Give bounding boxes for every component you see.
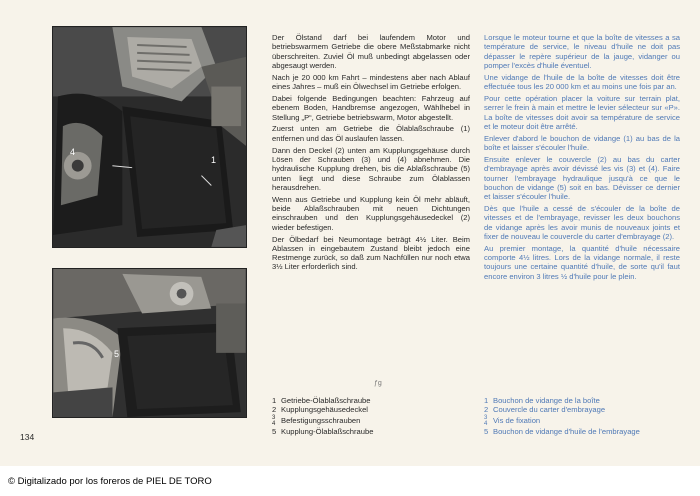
legend-text: Befestigungsschrauben	[281, 416, 361, 426]
legend-item	[272, 427, 472, 436]
legend-number: 2	[272, 405, 277, 415]
legend-number: 4	[272, 420, 276, 427]
transmission-photo-top	[52, 26, 247, 248]
french-paragraph: Lorsque le moteur tourne et que la boîte de vitesses a sa température de service, le niveau d'huile ne doit pas dépasser le repère supérieur de la jauge, vidanger ou pomper l'excès d'huile éventuel.	[484, 33, 680, 70]
legend-item	[484, 427, 684, 436]
legend-item	[484, 415, 684, 427]
page-number: 134	[20, 432, 35, 442]
legend-item	[272, 415, 472, 427]
legend-number: 2	[484, 405, 489, 415]
legend-number: 4	[484, 420, 488, 427]
legend-number: 3	[484, 414, 488, 421]
digitization-credit: © Digitalizado por los foreros de PIEL DE TORO	[8, 476, 212, 487]
transmission-photo-bottom	[52, 268, 247, 418]
french-paragraph: Pour cette opération placer la voiture sur terrain plat, serrer le frein à main et mettre le levier sélecteur sur «P». La boîte de vitesses doit avoir sa température de service et le moteur doit être arrêté.	[484, 93, 680, 131]
legend-text: Getriebe-Ölablaßschraube	[281, 396, 371, 405]
legend-item	[272, 405, 472, 414]
legend-number: 3	[272, 414, 276, 421]
french-paragraph: Une vidange de l'huile de la boîte de vitesses doit être effectuée tous les 20 000 km et au moins une fois par an.	[484, 72, 680, 92]
legend-item	[272, 396, 472, 405]
german-text-column	[272, 33, 470, 274]
french-legend	[484, 396, 684, 436]
legend-item	[484, 396, 684, 405]
legend-text: Kupplungsgehäusedeckel	[281, 405, 368, 415]
legend-text: Kupplung-Ölablaßschraube	[281, 426, 374, 436]
german-paragraph: Der Ölbedarf bei Neumontage beträgt 4½ Liter. Beim Ablassen in eingebautem Zustand bleibt jedoch eine Restmenge zurück, so daß zum Nachfüllen nur noch etwa 3½ Liter erforderlich sind.	[272, 234, 470, 272]
legend-number: 5	[272, 426, 277, 436]
legend-number: 1	[484, 396, 489, 405]
french-paragraph: Enlever d'abord le bouchon de vidange (1) au bas de la boîte et laisser s'écouler l'huile.	[484, 133, 680, 153]
legend-number-stack	[272, 415, 281, 427]
french-paragraph: Ensuite enlever le couvercle (2) au bas du carter d'embrayage après avoir dévissé les vis (3) et (4). Faire tourner l'embrayage hydraulique jusqu'à ce que le bouchon de vidange (5) soit en bas. Dévisser ce dernier et laisser s'écouler l'huile.	[484, 154, 680, 202]
callout-1: 1	[211, 155, 217, 165]
french-paragraph: Dès que l'huile a cessé de s'écouler de la boîte de vitesses et de l'embrayage, revisser les deux bouchons de vidange après les avoir munis de nouveaux joints et fixer de nouveau le couvercle du carter d'embrayage (2).	[484, 204, 680, 241]
german-paragraph: Zuerst unten am Getriebe die Ölablaßschraube (1) entfernen und das Öl auslaufen lassen.	[272, 124, 470, 143]
legend-number-stack	[484, 415, 493, 427]
german-paragraph: Wenn aus Getriebe und Kupplung kein Öl mehr abläuft, beide Ablaßschrauben mit neuen Dichtungen einschrauben und den Kupplungsgehäusedeckel (2) wieder befestigen.	[272, 194, 470, 232]
german-paragraph: Nach je 20 000 km Fahrt – mindestens aber nach Ablauf eines Jahres – muß ein Ölwechsel im Getriebe erfolgen.	[272, 72, 470, 92]
legend-text: Bouchon de vidange de la boîte	[493, 396, 600, 405]
callout-5: 5	[114, 349, 120, 359]
french-text-column	[484, 33, 680, 284]
print-mark: ƒg	[374, 380, 382, 387]
legend-number: 5	[484, 426, 489, 436]
callout-4: 4	[70, 147, 76, 157]
german-paragraph: Der Ölstand darf bei laufendem Motor und betriebswarmem Getriebe die obere Meßstabmarke nicht überschreiten. Zuviel Öl muß unbedingt abgelassen oder abgesaugt werden.	[272, 33, 470, 70]
transmission-photo-top-image	[53, 27, 246, 247]
legend-text: Vis de fixation	[493, 416, 541, 426]
transmission-photo-bottom-image	[53, 269, 246, 417]
french-paragraph: Au premier montage, la quantité d'huile nécessaire comporte 4½ litres. Lors de la vidange normale, il reste toujours une certaine quantité d'huile, de sorte qu'il faut encore environ 3 litres ½ d'huile pour le plein.	[484, 243, 680, 281]
legend-text: Bouchon de vidange d'huile de l'embrayage	[493, 426, 640, 436]
german-paragraph: Dabei folgende Bedingungen beachten: Fahrzeug auf ebenem Boden, Handbremse angezogen, Wählhebel in Stellung „P“, Getriebe betriebswarm, Motor abgestellt.	[272, 93, 470, 122]
legend-number: 1	[272, 396, 277, 405]
german-legend	[272, 396, 472, 436]
german-paragraph: Dann den Deckel (2) unten am Kupplungsgehäuse durch Lösen der Schrauben (3) und (4) abnehmen. Die hydraulische Kupplung drehen, bis die Ablaßschraube (5) unten liegt und diese Schraube zum Ölablassen herausdrehen.	[272, 145, 470, 192]
legend-item	[484, 405, 684, 414]
legend-text: Couvercle du carter d'embrayage	[493, 405, 606, 415]
